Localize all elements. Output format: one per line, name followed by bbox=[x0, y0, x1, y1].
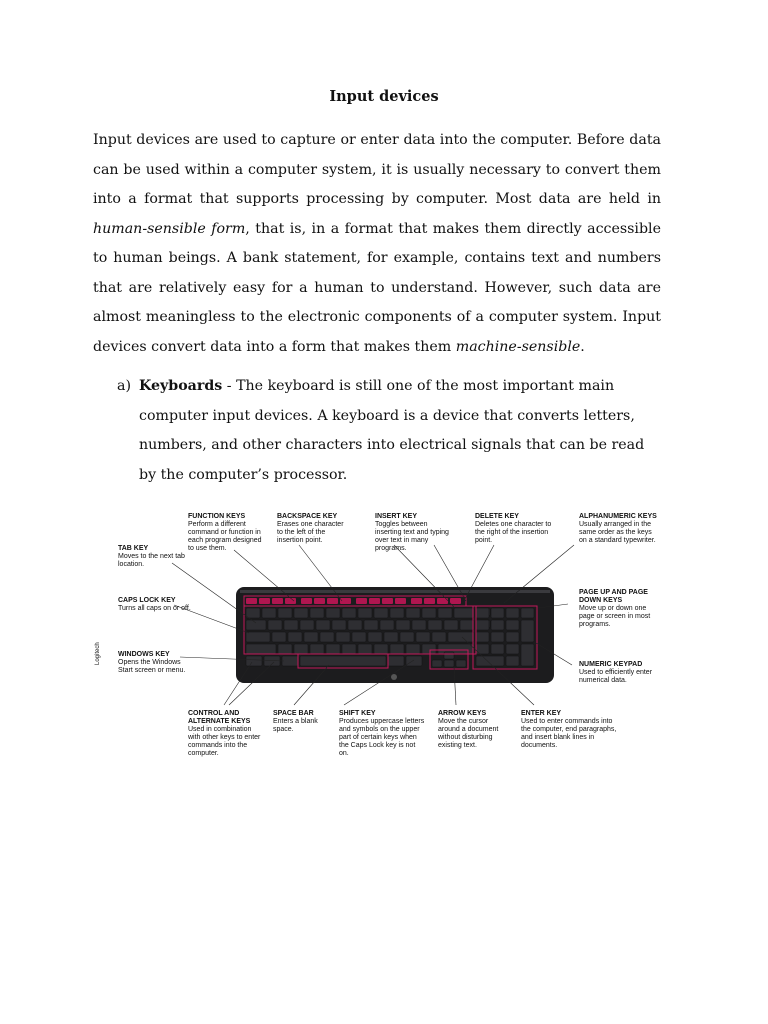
label-title: FUNCTION KEYS bbox=[188, 513, 246, 520]
label-description: Move the cursor around a document without disturbing existing text. bbox=[438, 718, 499, 749]
intro-text-3: . bbox=[580, 338, 585, 355]
label-description: Perform a different command or function in each program designed to use them. bbox=[188, 521, 262, 552]
intro-emphasis-machine-sensible: machine-sensible bbox=[455, 338, 581, 355]
figure-credit: Logitech bbox=[95, 642, 101, 665]
list-item-heading: Keyboards bbox=[139, 378, 223, 394]
label-backspace-key bbox=[277, 513, 349, 545]
label-page-up-down bbox=[579, 589, 661, 629]
label-description: Move up or down one page or screen in most programs. bbox=[579, 605, 651, 628]
logo-mark bbox=[391, 674, 397, 680]
label-title: INSERT KEY bbox=[375, 513, 418, 520]
label-description: Usually arranged in the same order as the keys on a standard typewriter. bbox=[579, 521, 656, 544]
label-description: Moves to the next tab location. bbox=[118, 553, 185, 568]
label-title: SPACE BAR bbox=[273, 710, 314, 717]
intro-paragraph bbox=[93, 126, 661, 362]
label-arrow-keys bbox=[438, 710, 510, 750]
label-title: WINDOWS KEY bbox=[118, 651, 170, 658]
label-description: Deletes one character to the right of the insertion point. bbox=[475, 521, 552, 544]
label-control-alternate bbox=[188, 710, 264, 758]
label-caps-lock-key bbox=[118, 597, 204, 613]
label-title: ENTER KEY bbox=[521, 710, 562, 717]
label-description: Used in combination with other keys to enter commands into the computer. bbox=[188, 726, 261, 757]
page-title: Input devices bbox=[329, 88, 439, 105]
intro-text-2: , that is, in a format that makes them directly accessible to human beings. A bank statement, for example, contains text and numbers that are relatively easy for a human to understand. However, such data are almost meaningless to the electronic components of a computer system. Input devices convert data into a form that makes them bbox=[93, 220, 661, 355]
list-item-text: - The keyboard is still one of the most important main computer input devices. A keyboard is a device that converts letters, numbers, and other characters into electrical signals that can be read by the computer’s processor. bbox=[139, 378, 645, 483]
label-description: Enters a blank space. bbox=[273, 718, 318, 733]
label-space-bar bbox=[273, 710, 327, 734]
label-shift-key bbox=[339, 710, 425, 758]
label-description: Toggles between inserting text and typing over text in many programs. bbox=[375, 521, 449, 552]
label-windows-key bbox=[118, 651, 196, 675]
intro-emphasis-human-sensible: human-sensible form bbox=[93, 220, 246, 237]
label-alphanumeric-keys bbox=[579, 513, 661, 545]
label-delete-key bbox=[475, 513, 555, 545]
label-description: Opens the Windows Start screen or menu. bbox=[118, 659, 186, 674]
label-title: BACKSPACE KEY bbox=[277, 513, 338, 520]
intro-text-1: Input devices are used to capture or enter data into the computer. Before data can be used within a computer system, it is usually necessary to convert them into a format that supports processing by computer. Most data are held in bbox=[93, 132, 661, 207]
label-tab-key bbox=[118, 545, 188, 569]
label-title: DELETE KEY bbox=[475, 513, 519, 520]
label-title: PAGE UP AND PAGE DOWN KEYS bbox=[579, 589, 648, 604]
label-function-keys bbox=[188, 513, 268, 553]
label-description: Used to efficiently enter numerical data. bbox=[579, 669, 653, 684]
label-title: CAPS LOCK KEY bbox=[118, 597, 176, 604]
label-enter-key bbox=[521, 710, 621, 750]
label-description: Produces uppercase letters and symbols on the upper part of certain keys when the Caps Lock key is not on. bbox=[339, 718, 425, 757]
label-description: Erases one character to the left of the insertion point. bbox=[277, 521, 344, 544]
list-marker: a) bbox=[117, 378, 131, 394]
label-title: ARROW KEYS bbox=[438, 710, 487, 717]
label-insert-key bbox=[375, 513, 450, 553]
label-description: Turns all caps on or off. bbox=[118, 605, 191, 612]
label-numeric-keypad bbox=[579, 661, 663, 685]
list-item-body bbox=[139, 372, 662, 490]
label-title: TAB KEY bbox=[118, 545, 149, 552]
label-title: ALPHANUMERIC KEYS bbox=[579, 513, 657, 520]
label-title: CONTROL AND ALTERNATE KEYS bbox=[188, 710, 251, 725]
list-item-keyboards bbox=[117, 372, 662, 490]
label-title: SHIFT KEY bbox=[339, 710, 376, 717]
keyboard-figure bbox=[95, 505, 664, 765]
label-description: Used to enter commands into the computer, end paragraphs, and insert blank lines in documents. bbox=[521, 718, 617, 749]
label-title: NUMERIC KEYPAD bbox=[579, 661, 643, 668]
